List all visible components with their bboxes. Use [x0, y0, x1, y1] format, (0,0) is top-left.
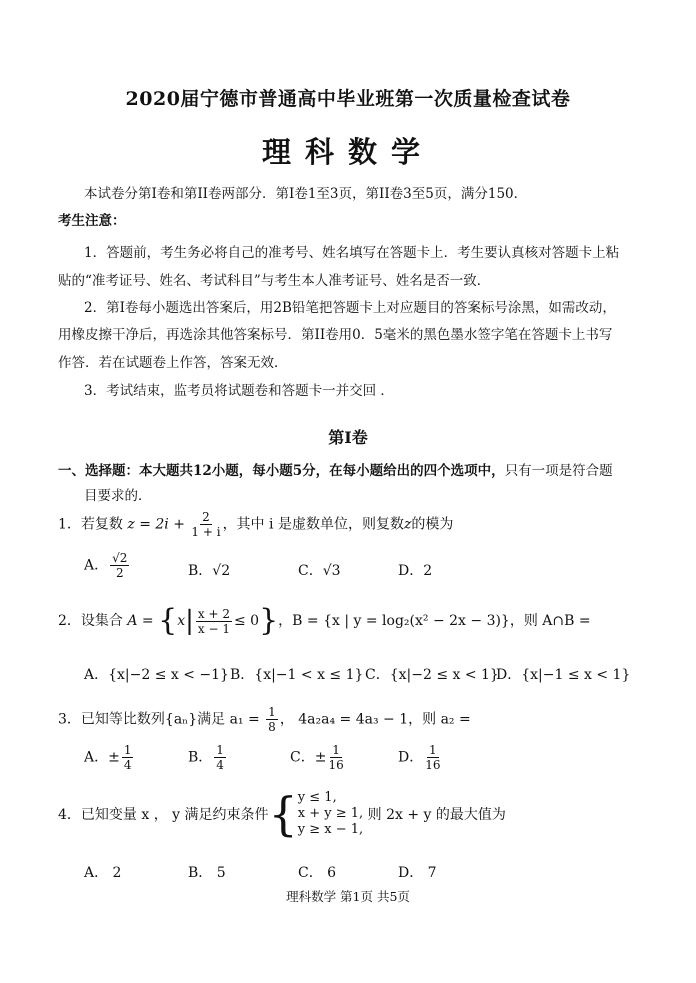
q2-bar: |	[185, 606, 194, 636]
q2-seta-frac-den: x − 1	[197, 621, 230, 636]
notice-line-6: 3．考试结束，监考员将试题卷和答题卡一并交回 ．	[84, 383, 394, 399]
q3-option-a-den: 4	[123, 758, 132, 772]
part1-line2: 目要求的．	[84, 488, 152, 504]
q3-suffix: ， 4a₂a₄ = 4a₃ − 1，则 a₂ =	[279, 711, 471, 728]
q1-frac-den: 1 + i	[191, 525, 221, 539]
q3-option-b	[188, 744, 228, 771]
q3-option-b-den: 4	[216, 758, 224, 772]
q2-seta-var: x	[177, 613, 186, 629]
question-3	[58, 706, 471, 733]
q3-option-c	[290, 744, 346, 771]
q2-left-brace: {	[158, 603, 178, 638]
part1-text-bold: 本大题共12小题，每小题5分，在每小题给出的四个选项中，	[139, 463, 505, 479]
q3-fraction	[266, 706, 278, 733]
notice-line-5: 作答．若在试题卷上作答，答案无效．	[58, 355, 288, 371]
notice-line-2: 贴的“准考证号、姓名、考试科目”与考生本人准考证号、姓名是否一致．	[58, 273, 491, 289]
q2-prefix: 2．设集合	[58, 613, 123, 629]
q3-option-d	[398, 744, 443, 771]
q1-option-a-num: √2	[112, 551, 128, 565]
q1-expr: z = 2i +	[127, 516, 190, 533]
q3-frac-den: 8	[268, 720, 276, 734]
notice-line-4: 用橡皮擦干净后，再选涂其他答案标号．第II卷用0．5毫米的黑色墨水签字笔在答题卡上书写	[58, 327, 613, 343]
q3-option-d-den: 16	[425, 758, 441, 772]
q3-option-a	[84, 744, 135, 771]
q1-option-c: C．√3	[298, 563, 341, 579]
q4-option-a: A． 2	[84, 865, 122, 881]
question-1	[58, 511, 453, 538]
q4-suffix: 则 2x + y 的最大值为	[363, 807, 506, 823]
q2-option-b: B．{x|−1 < x ≤ 1}	[230, 667, 364, 683]
q3-prefix: 3．已知等比数列{aₙ}满足 a₁ =	[58, 711, 265, 728]
q2-seta-frac-num: x + 2	[197, 606, 230, 621]
notice-line-3: 2．第I卷每小题选出答案后，用2B铅笔把答题卡上对应题目的答案标号涂黑，如需改动，	[84, 300, 616, 316]
q3-options	[84, 744, 644, 784]
q3-option-d-frac	[425, 744, 440, 771]
q1-fraction	[191, 511, 220, 538]
q1-option-a-label: A．	[84, 557, 109, 574]
q2-seta-ineq: ≤ 0	[233, 613, 260, 629]
notice-line-1: 1．答题前，考生务必将自己的准考号、姓名填写在答题卡上．考生要认真核对答题卡上粘	[84, 245, 620, 261]
q1-option-a-den: 2	[115, 566, 124, 580]
q2-seta-name: A =	[127, 613, 159, 629]
part1-text-rest: 只有一项是符合题	[504, 463, 613, 479]
q4-constraints	[298, 790, 363, 838]
q1-suffix: ，其中 i 是虚数单位，则复数	[222, 516, 404, 533]
q4-constraint-2: x + y ≥ 1,	[297, 806, 364, 821]
q3-option-c-num: 1	[332, 743, 340, 757]
section-title: 第I卷	[328, 428, 368, 447]
exam-title: 2020届宁德市普通高中毕业班第一次质量检查试卷	[125, 88, 571, 110]
exam-subject: 理科数学	[261, 135, 434, 169]
q4-option-d: D． 7	[398, 865, 437, 881]
q2-option-a: A．{x|−2 ≤ x < −1}	[84, 667, 229, 683]
q3-frac-num: 1	[268, 705, 276, 719]
q2-right-brace: }	[259, 603, 279, 638]
part1-label: 一、选择题：	[58, 463, 139, 479]
q3-option-a-label: A．±	[84, 749, 120, 766]
q1-option-d: D．2	[398, 563, 433, 579]
q3-option-c-frac	[328, 744, 343, 771]
q4-options	[84, 862, 644, 884]
q2-options	[84, 664, 644, 686]
q2-seta-frac	[196, 608, 232, 635]
intro-text: 本试卷分第I卷和第II卷两部分．第I卷1至3页，第II卷3至5页，满分150．	[84, 186, 528, 202]
q1-prefix: 1．若复数	[58, 516, 123, 533]
q3-option-b-num: 1	[216, 743, 224, 757]
q1-var: z	[403, 516, 412, 533]
q3-option-b-label: B．	[188, 749, 213, 766]
notice-heading: 考生注意：	[58, 213, 126, 229]
q4-constraint-3: y ≥ x − 1,	[297, 822, 364, 837]
q4-constraint-1: y ≤ 1,	[297, 790, 337, 805]
part1-heading	[58, 463, 613, 480]
q1-suffix2: 的模为	[411, 516, 454, 533]
q3-option-d-label: D．	[398, 749, 424, 766]
q1-option-a-frac	[110, 552, 129, 579]
q3-option-c-label: C．±	[290, 749, 327, 766]
q1-options	[84, 552, 644, 592]
q1-frac-num: 2	[202, 510, 210, 524]
q1-option-a	[84, 552, 131, 579]
q2-option-d: D．{x|−1 ≤ x < 1}	[496, 667, 631, 683]
q2-option-c: C．{x|−2 ≤ x < 1}	[365, 667, 499, 683]
q4-option-b: B． 5	[188, 865, 226, 881]
question-4	[58, 787, 506, 841]
q3-option-a-frac	[122, 744, 134, 771]
q3-option-a-num: 1	[123, 743, 132, 757]
question-2	[58, 603, 591, 638]
q3-option-b-frac	[214, 744, 226, 771]
q4-prefix: 4．已知变量 x ， y 满足约束条件	[58, 807, 269, 823]
q3-option-c-den: 16	[328, 758, 344, 772]
page-footer: 理科数学 第1页 共5页	[286, 889, 410, 904]
q4-option-c: C． 6	[298, 865, 337, 881]
q1-option-b: B．√2	[188, 563, 231, 579]
q3-option-d-num: 1	[429, 743, 437, 757]
q2-setb: ，B = {x | y = log₂(x² − 2x − 3)}，则 A∩B =	[278, 613, 591, 629]
q4-system-brace: {	[268, 787, 298, 841]
